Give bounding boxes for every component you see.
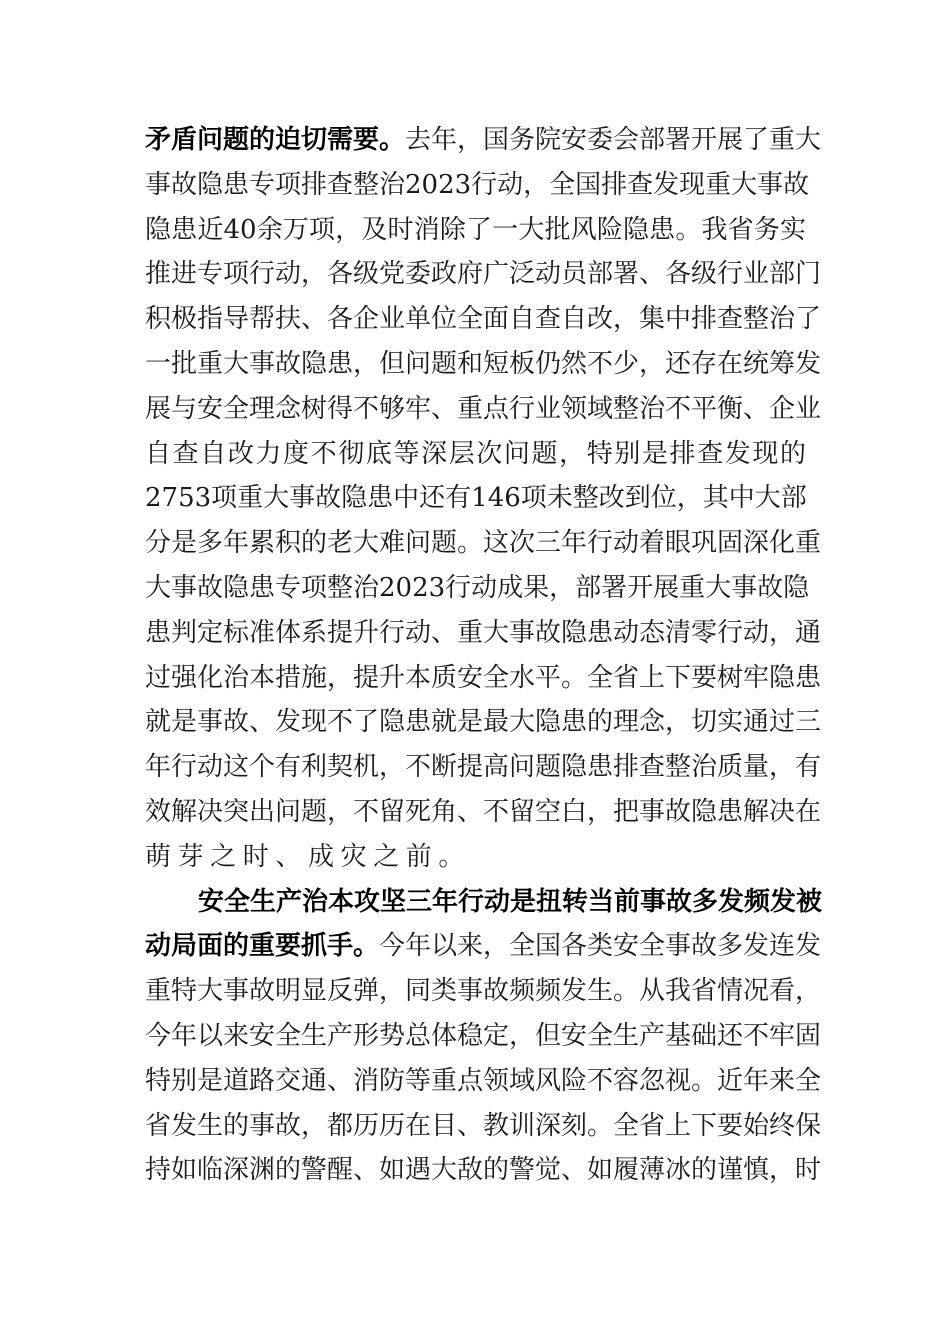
body-text: 特别是道路交通、消防等重点领域风险不容忽视。近年来全 [145,1065,822,1096]
paragraph-1 [145,118,822,880]
bold-lead-text: 安全生产治本攻坚三年行动是扭转当前事故多发频发被 [198,886,823,917]
text-line [145,1148,822,1193]
body-text: 患判定标准体系提升行动、重大事故隐患动态清零行动，通 [145,617,822,648]
text-line [145,700,822,745]
body-text: 过强化治本措施，提升本质安全水平。全省上下要树牢隐患 [145,662,822,693]
text-line [145,566,810,611]
body-text: 展与安全理念树得不够牢、重点行业领域整治不平衡、企业 [145,393,822,424]
body-text: 省发生的事故，都历历在目、教训深刻。全省上下要始终保 [145,1110,822,1141]
paragraph-2 [145,880,823,1194]
body-text: 分是多年累积的老大难问题。这次三年行动着眼巩固深化重 [145,528,822,559]
text-line [145,387,822,432]
text-line [145,297,822,342]
body-text: 推进专项行动，各级党委政府广泛动员部署、各级行业部门 [145,259,822,290]
text-line [145,924,822,969]
text-line [145,208,806,253]
body-text: 去年，国务院安委会部署开展了重大 [405,125,822,155]
text-line [145,611,822,656]
body-text: 重特大事故明显反弹，同类事故频频发生。从我省情况看， [145,976,822,1007]
text-line [145,342,822,387]
body-text: 萌芽之时、成灾之前。 [145,841,472,872]
body-text: 今年以来安全生产形势总体稳定，但安全生产基础还不牢固 [145,1020,822,1051]
body-text: 年行动这个有利契机，不断提高问题隐患排查整治质量，有 [145,752,822,783]
text-line [145,432,806,477]
body-text: 隐患近40余万项，及时消除了一大批风险隐患。我省务实 [145,214,806,245]
text-line [145,1104,822,1149]
text-line [145,969,822,1014]
text-line [145,476,806,521]
text-line [145,1014,822,1059]
text-line-last [145,835,806,880]
text-line [145,118,822,163]
body-text: 一批重大事故隐患，但问题和短板仍然不少，还存在统筹发 [145,348,822,379]
body-text: 效解决突出问题，不留死角、不留空白，把事故隐患解决在 [145,796,822,827]
text-line-indented [145,880,823,925]
text-line [145,252,822,297]
body-text: 2753项重大事故隐患中还有146项未整改到位，其中大部 [145,483,807,514]
body-text: 今年以来，全国各类安全事故多发连发 [379,931,822,962]
body-text: 就是事故、发现不了隐患就是最大隐患的理念，切实通过三 [145,707,822,738]
body-text: 持如临深渊的警醒、如遇大敌的警觉、如履薄冰的谨慎，时 [145,1155,822,1186]
text-line [145,163,810,208]
document-page [145,118,823,1193]
text-line [145,656,822,701]
body-text: 自查自改力度不彻底等深层次问题，特别是排查发现的 [145,438,806,469]
body-text: 事故隐患专项排查整治2023行动，全国排查发现重大事故 [145,169,810,200]
bold-lead-text: 动局面的重要抓手。 [145,931,380,962]
bold-lead-text: 矛盾问题的迫切需要。 [145,125,406,155]
text-line [145,1059,822,1104]
text-line [145,790,822,835]
text-line [145,745,822,790]
body-text: 大事故隐患专项整治2023行动成果，部署开展重大事故隐 [145,572,810,603]
body-text: 积极指导帮扶、各企业单位全面自查自改，集中排查整治了 [145,304,822,335]
text-line [145,521,822,566]
